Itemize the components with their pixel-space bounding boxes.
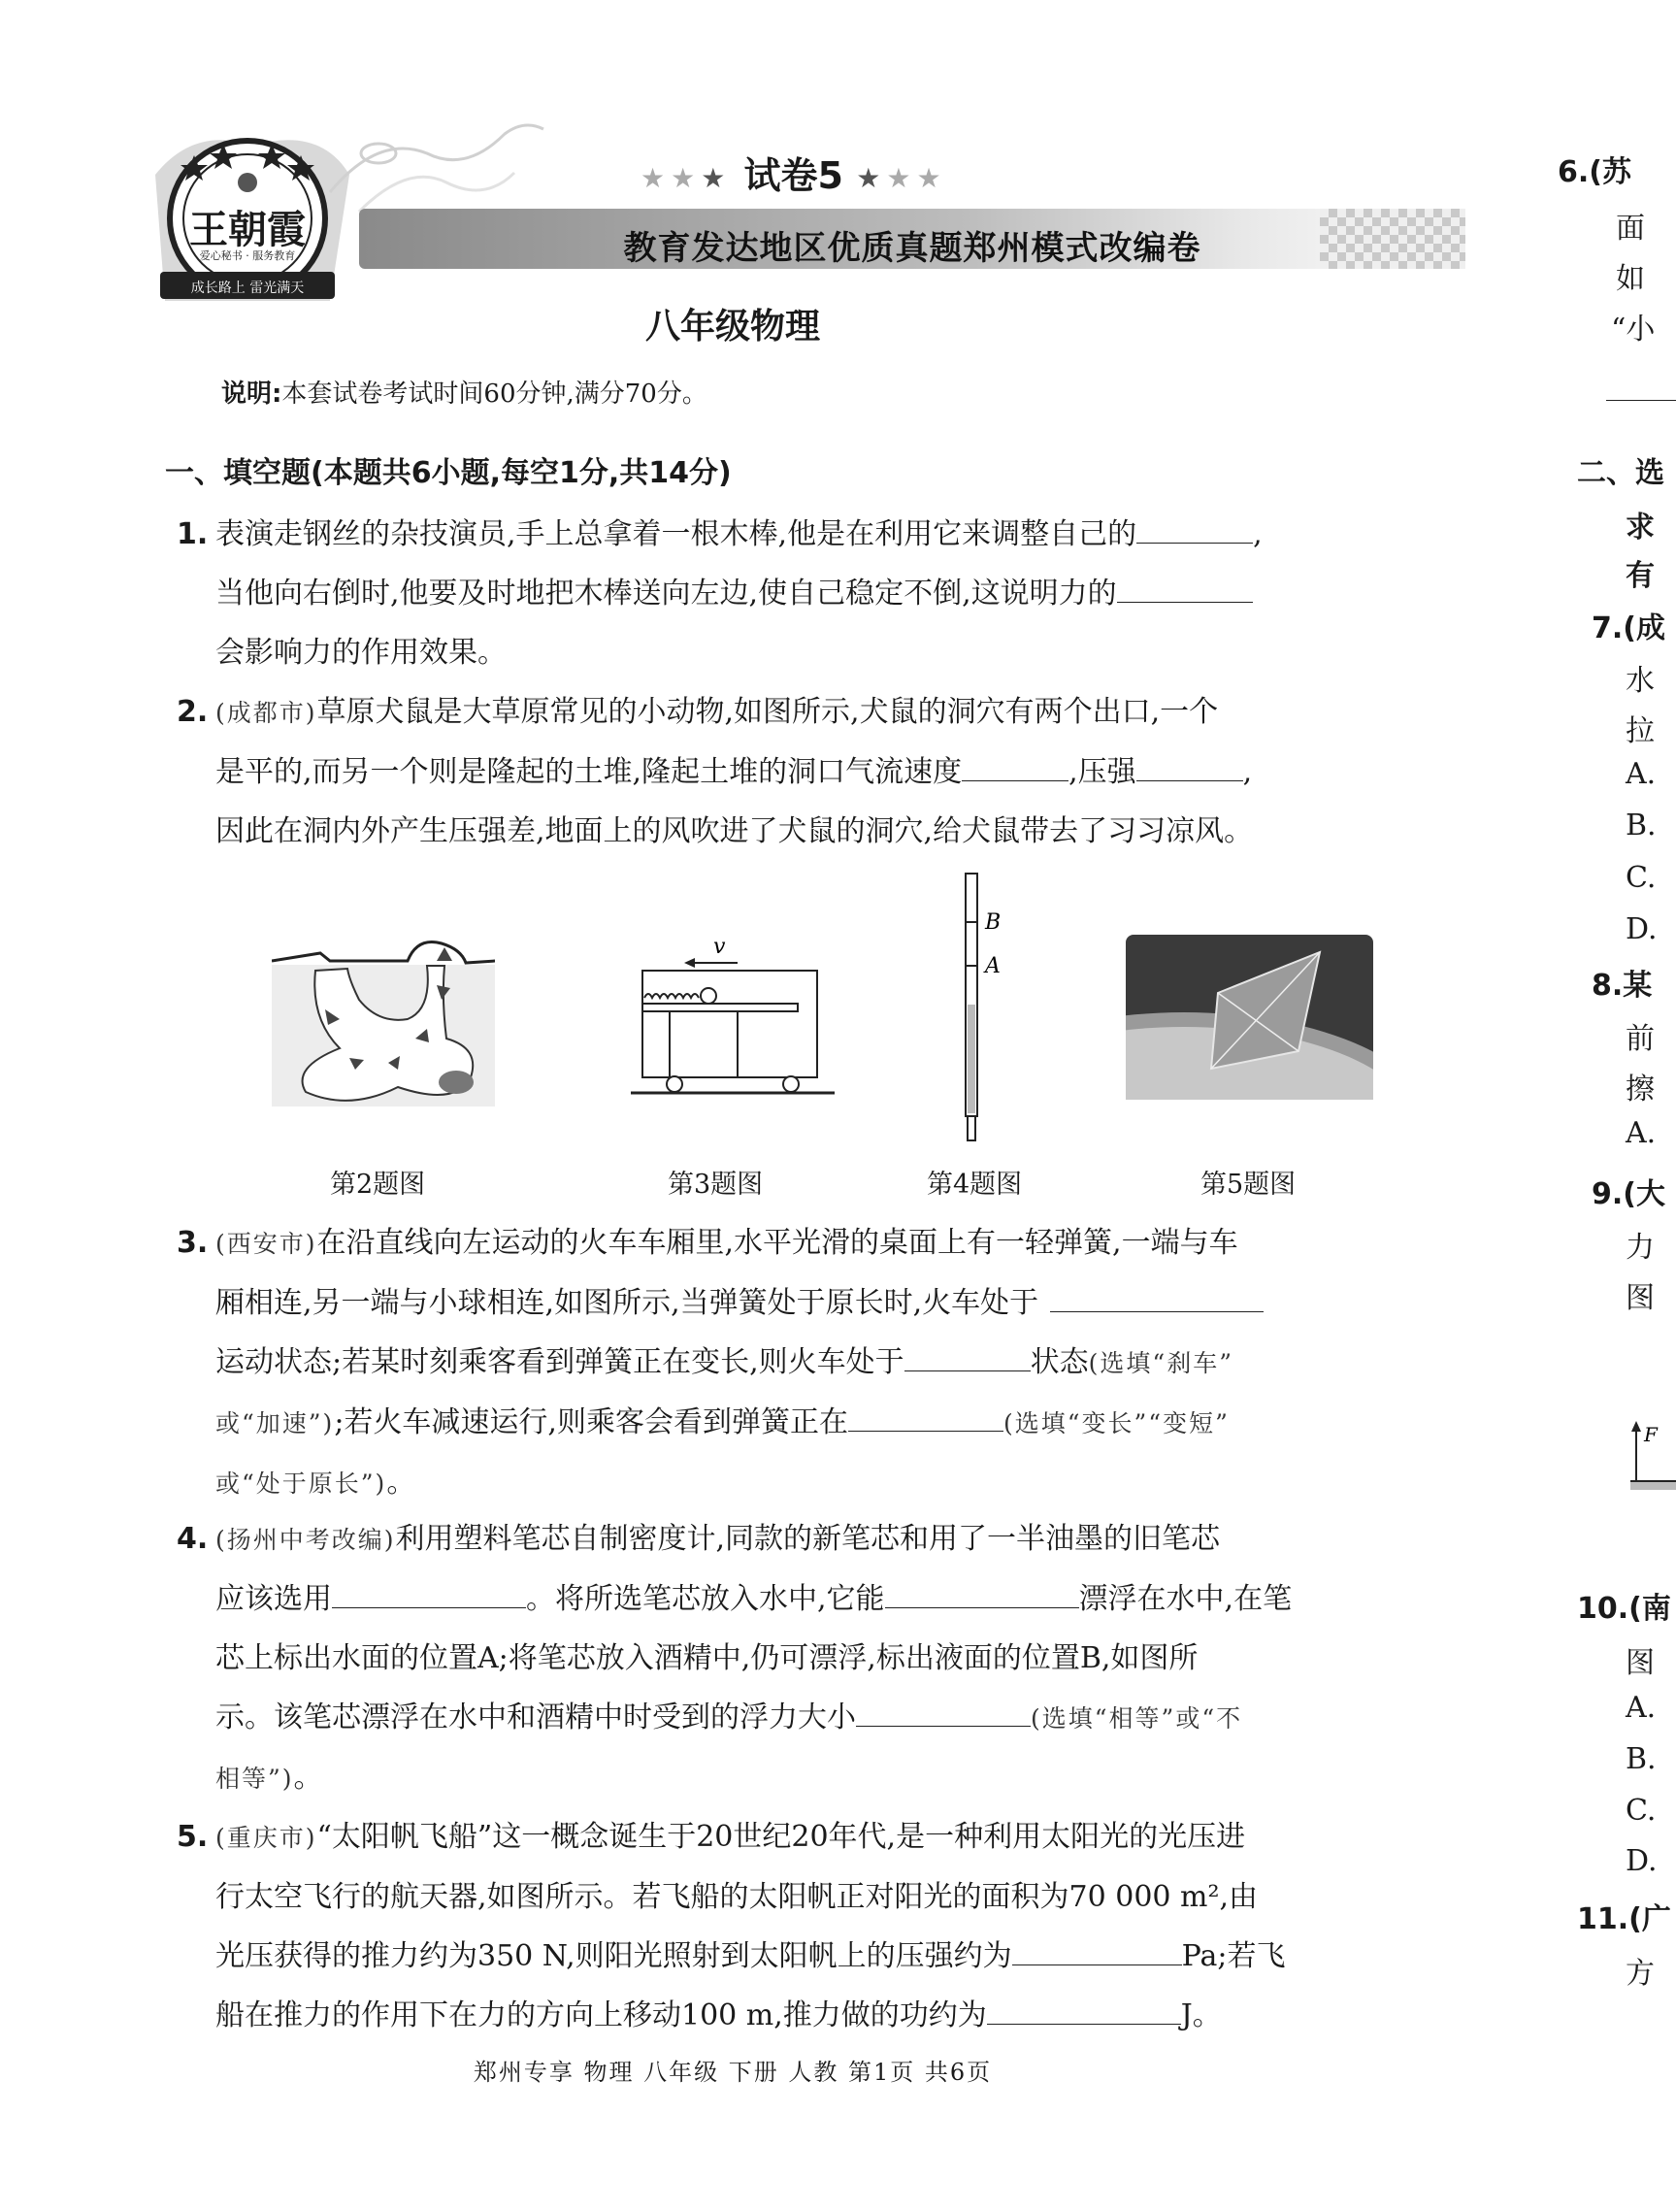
answer-blank[interactable]: [885, 1578, 1079, 1608]
right-fragment: C.: [1626, 861, 1657, 895]
star-icon: ★: [701, 162, 732, 194]
question-text: 当他向右倒时,他要及时地把木棒送向左边,使自己稳定不倒,这说明力的: [215, 577, 1117, 611]
right-fragment: 二、选: [1577, 456, 1664, 490]
right-fragment: 图: [1626, 1281, 1655, 1315]
answer-blank[interactable]: [1136, 513, 1253, 544]
right-fragment: 力: [1626, 1231, 1655, 1265]
star-icon: ★: [856, 162, 887, 194]
question-number: 4.: [177, 1522, 209, 1556]
question-text: 厢相连,另一端与小球相连,如图所示,当弹簧处于原长时,火车处于: [215, 1286, 1039, 1320]
question-text: 在沿直线向左运动的火车车厢里,水平光滑的桌面上有一轻弹簧,一端与车: [316, 1226, 1238, 1260]
question-text: 会影响力的作用效果。: [215, 636, 507, 670]
right-fragment: 拉: [1626, 714, 1655, 748]
answer-blank[interactable]: [1050, 1282, 1264, 1312]
question-text: 船在推力的作用下在力的方向上移动100 m,推力做的功约为: [215, 1998, 987, 2032]
figure-2-caption: 第2题图: [330, 1170, 426, 1200]
page-footer: 郑州专享 物理 八年级 下册 人教 第1页 共6页: [473, 2059, 993, 2086]
question-text: 是平的,而另一个则是隆起的土堆,隆起土堆的洞口气流速度: [215, 755, 963, 789]
right-fragment: 11.(广: [1577, 1902, 1671, 1936]
force-label: F: [1644, 1423, 1658, 1446]
right-fragment: C.: [1626, 1794, 1657, 1828]
figure-4-pen-refill: [956, 869, 1014, 1150]
question-hint: (选填“变长”“变短”: [1002, 1409, 1230, 1437]
figure-3-train-spring: [631, 932, 844, 1097]
question-number: 3.: [177, 1226, 209, 1260]
question-text: 利用塑料笔芯自制密度计,同款的新笔芯和用了一半油墨的旧笔芯: [395, 1522, 1221, 1556]
figure-4-caption: 第4题图: [927, 1170, 1023, 1200]
answer-blank[interactable]: [987, 1995, 1181, 2025]
question-text: J。: [1180, 1998, 1222, 2032]
right-fragment: 7.(成: [1592, 611, 1665, 645]
question-text: 状态: [1030, 1345, 1089, 1379]
star-icon: ★★: [641, 162, 702, 194]
right-fragment: 求: [1626, 511, 1655, 545]
right-fragment: 面: [1616, 212, 1645, 246]
question-number: 5.: [177, 1820, 209, 1854]
question-text: 因此在洞内外产生压强差,地面上的风吹进了犬鼠的洞穴,给犬鼠带去了习习凉风。: [215, 814, 1254, 848]
question-source: (重庆市): [215, 1824, 317, 1852]
answer-blank[interactable]: [856, 1697, 1031, 1727]
question-hint: (选填“刹车”: [1088, 1349, 1233, 1377]
section-heading: 一、填空题(本题共6小题,每空1分,共14分): [165, 456, 732, 490]
right-fragment: 水: [1626, 664, 1655, 698]
right-fragment: 图: [1626, 1646, 1655, 1680]
right-fragment: 9.(大: [1592, 1177, 1665, 1211]
right-fragment: 6.(苏: [1558, 155, 1631, 189]
question-number: 2.: [177, 695, 209, 729]
figure-2-prairie-dog-burrow: [272, 932, 495, 1106]
right-fragment: 前: [1626, 1022, 1655, 1056]
subject-title: 八年级物理: [644, 307, 820, 347]
question-text: 运动状态;若某时刻乘客看到弹簧正在变长,则火车处于: [215, 1345, 904, 1379]
question-source: (扬州中考改编): [215, 1526, 396, 1554]
question-text: “太阳帆飞船”这一概念诞生于20世纪20年代,是一种利用太阳光的光压进: [316, 1820, 1246, 1854]
question-text: 应该选用: [215, 1582, 332, 1616]
question-text: 漂浮在水中,在笔: [1078, 1582, 1293, 1616]
right-fragment: A.: [1626, 1691, 1657, 1725]
question-text: Pa;若飞: [1181, 1939, 1286, 1973]
figure-5-caption: 第5题图: [1200, 1170, 1297, 1200]
answer-blank[interactable]: [1117, 573, 1253, 603]
question-hint: 或“加速”): [215, 1409, 335, 1437]
question-5: [177, 1807, 1465, 2045]
question-text: 。: [386, 1466, 416, 1500]
question-text: 表演走钢丝的杂技演员,手上总拿着一根木棒,他是在利用它来调整自己的: [215, 517, 1137, 551]
logo-name: 王朝霞: [189, 207, 306, 252]
right-fragment: 擦: [1626, 1073, 1655, 1106]
force-arrow-figure: [1630, 1417, 1676, 1495]
question-text: ,: [1242, 755, 1253, 789]
right-fragment: 如: [1616, 262, 1645, 296]
question-4: [177, 1509, 1465, 1808]
question-text: ,: [1253, 517, 1263, 551]
paper-id-text: 试卷5: [743, 154, 843, 197]
star-icon: ★★: [886, 162, 947, 194]
question-text: ;若火车减速运行,则乘客会看到弹簧正在: [334, 1405, 848, 1439]
right-fragment: D.: [1626, 1844, 1658, 1878]
question-source: (成都市): [215, 699, 317, 727]
right-fragment: “小: [1611, 313, 1656, 347]
question-text: 。将所选笔芯放入水中,它能: [526, 1582, 885, 1616]
answer-blank[interactable]: [332, 1578, 526, 1608]
question-source: (西安市): [215, 1230, 317, 1258]
question-text: 芯上标出水面的位置A;将笔芯放入酒精中,仍可漂浮,标出液面的位置B,如图所: [215, 1641, 1199, 1675]
answer-blank[interactable]: [1012, 1935, 1182, 1965]
right-fragment: 有: [1626, 559, 1655, 593]
right-fragment: 8.某: [1592, 969, 1653, 1003]
mark-a-label: A: [985, 954, 1001, 978]
question-text: 行太空飞行的航天器,如图所示。若飞船的太阳帆正对阳光的面积为70 000 m²,由: [215, 1880, 1259, 1914]
question-hint: 相等”): [215, 1765, 294, 1793]
question-text: 示。该笔芯漂浮在水中和酒精中时受到的浮力大小: [215, 1700, 856, 1734]
figure-3-caption: 第3题图: [668, 1170, 764, 1200]
question-1: [177, 505, 1465, 682]
question-hint: (选填“相等”或“不: [1031, 1704, 1243, 1733]
question-text: 草原犬鼠是大草原常见的小动物,如图所示,犬鼠的洞穴有两个出口,一个: [316, 695, 1219, 729]
question-3: [177, 1213, 1465, 1513]
paper-id: [641, 146, 947, 199]
answer-blank[interactable]: [1136, 751, 1243, 781]
question-hint: 或“处于原长”): [215, 1469, 387, 1498]
right-fragment: D.: [1626, 912, 1658, 946]
divider-line: [1606, 400, 1676, 401]
right-fragment: A.: [1626, 1116, 1657, 1150]
question-number: 1.: [177, 517, 209, 551]
question-text: 光压获得的推力约为350 N,则阳光照射到太阳帆上的压强约为: [215, 1939, 1012, 1973]
right-fragment: 10.(南: [1577, 1592, 1671, 1626]
question-text: ,压强: [1068, 755, 1136, 789]
right-fragment: A.: [1626, 757, 1657, 791]
question-text: 。: [293, 1761, 323, 1795]
answer-blank[interactable]: [848, 1402, 1003, 1432]
mark-b-label: B: [985, 910, 1002, 935]
logo-ribbon: 成长路上 雷光满天: [190, 281, 305, 296]
banner-title: 教育发达地区优质真题郑州模式改编卷: [623, 229, 1201, 268]
logo-slogan: 爱心秘书 · 服务教育: [199, 249, 296, 262]
right-fragment: 方: [1626, 1957, 1655, 1991]
note-label: 说明:: [221, 380, 282, 409]
exam-note: [221, 374, 707, 410]
right-fragment: B.: [1626, 809, 1657, 842]
velocity-label: v: [713, 935, 726, 959]
answer-blank[interactable]: [904, 1341, 1031, 1371]
ribbon-decoration: [320, 115, 553, 221]
answer-blank[interactable]: [962, 751, 1068, 781]
question-2: [177, 682, 1465, 861]
note-text: 本套试卷考试时间60分钟,满分70分。: [281, 380, 707, 409]
right-fragment: B.: [1626, 1742, 1657, 1776]
figure-5-solar-sail-photo: [1126, 935, 1373, 1100]
